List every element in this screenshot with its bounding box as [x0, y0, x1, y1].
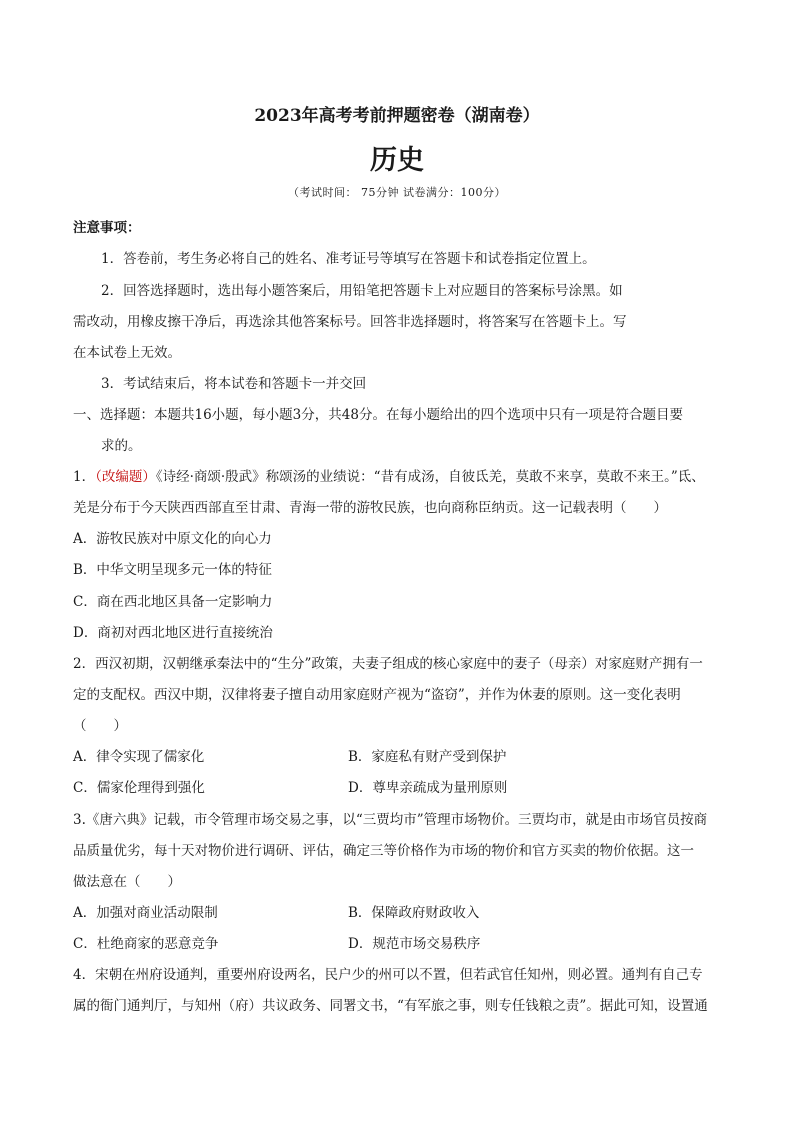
adapted-tag: （改编题） [95, 469, 156, 485]
notes-item-1: 1．答卷前，考生务必将自己的姓名、准考证号等填写在答题卡和试卷指定位置上。 [101, 251, 596, 267]
question-3-option-b: B．保障政府财政收入 [348, 905, 480, 921]
question-1-number: 1． [73, 469, 96, 485]
question-2-option-a: A．律令实现了儒家化 [73, 749, 205, 765]
question-1-option-a: A．游牧民族对中原文化的向心力 [73, 531, 272, 547]
subject-title: 历史 [370, 145, 424, 176]
question-3-option-d: D．规范市场交易秩序 [348, 936, 481, 952]
notes-item-2-line-3: 在本试卷上无效。 [73, 345, 181, 361]
question-1-text: 《诗经·商颂·殷武》称颂汤的业绩说：“昔有成汤，自彼氐羌，莫敢不来享，莫敢不来王。”氐、 [155, 469, 705, 485]
question-2-line-1: 2．西汉初期，汉朝继承秦法中的“生分”政策，夫妻子组成的核心家庭中的妻子（母亲）对家庭财产拥有一 [73, 656, 703, 672]
question-2-option-c: C．儒家伦理得到强化 [73, 780, 205, 796]
question-3-line-2: 品质量优劣，每十天对物价进行调研、评估，确定三等价格作为市场的物价和官方买卖的物价依据。这一 [73, 843, 694, 859]
question-2-line-2: 定的支配权。西汉中期，汉律将妻子擅自动用家庭财产视为“盗窃”，并作为休妻的原则。这一变化表明 [73, 687, 681, 703]
question-2-option-b: B．家庭私有财产受到保护 [348, 749, 507, 765]
notes-heading: 注意事项： [73, 220, 141, 236]
question-3-line-1: 3.《唐六典》记载，市令管理市场交易之事，以“三贾均市”管理市场物价。三贾均市，就是由市场官员按商 [73, 812, 708, 828]
question-3-line-3: 做法意在（ ） [73, 874, 181, 890]
question-1-option-c: C．商在西北地区具备一定影响力 [73, 594, 273, 610]
question-1-option-d: D．商初对西北地区进行直接统治 [73, 625, 273, 641]
exam-title: 2023年高考考前押题密卷（湖南卷） [254, 106, 540, 126]
notes-item-2-line-2: 需改动，用橡皮擦干净后，再选涂其他答案标号。回答非选择题时，将答案写在答题卡上。写 [73, 314, 627, 330]
question-3-option-a: A．加强对商业活动限制 [73, 905, 218, 921]
notes-item-3: 3．考试结束后，将本试卷和答题卡一并交回 [101, 376, 367, 392]
question-2-line-3: （ ） [73, 718, 127, 734]
question-3-option-c: C．杜绝商家的恶意竞争 [73, 936, 219, 952]
exam-info: （考试时间： 75分钟 试卷满分：100分） [288, 186, 506, 199]
notes-item-2-line-1: 2．回答选择题时，选出每小题答案后，用铅笔把答题卡上对应题目的答案标号涂黑。如 [101, 283, 623, 299]
question-1-line-2: 羌是分布于今天陕西西部直至甘肃、青海一带的游牧民族，也向商称臣纳贡。这一记载表明（ ） [73, 500, 667, 516]
section-heading-line-1: 一、选择题：本题共16小题，每小题3分，共48分。在每小题给出的四个选项中只有一项是符合题目要 [73, 407, 683, 423]
question-1-option-b: B．中华文明呈现多元一体的特征 [73, 562, 272, 578]
section-heading-line-2: 求的。 [101, 438, 142, 454]
question-4-line-2: 属的衙门通判厅，与知州（府）共议政务、同署文书，“有军旅之事，则专任钱粮之责”。据此可知，设置通 [73, 998, 708, 1014]
question-1-line-1 [73, 468, 705, 486]
question-2-option-d: D．尊卑亲疏成为量刑原则 [348, 780, 508, 796]
question-4-line-1: 4．宋朝在州府设通判，重要州府设两名，民户少的州可以不置，但若武官任知州，则必置。通判有自己专 [73, 967, 703, 983]
